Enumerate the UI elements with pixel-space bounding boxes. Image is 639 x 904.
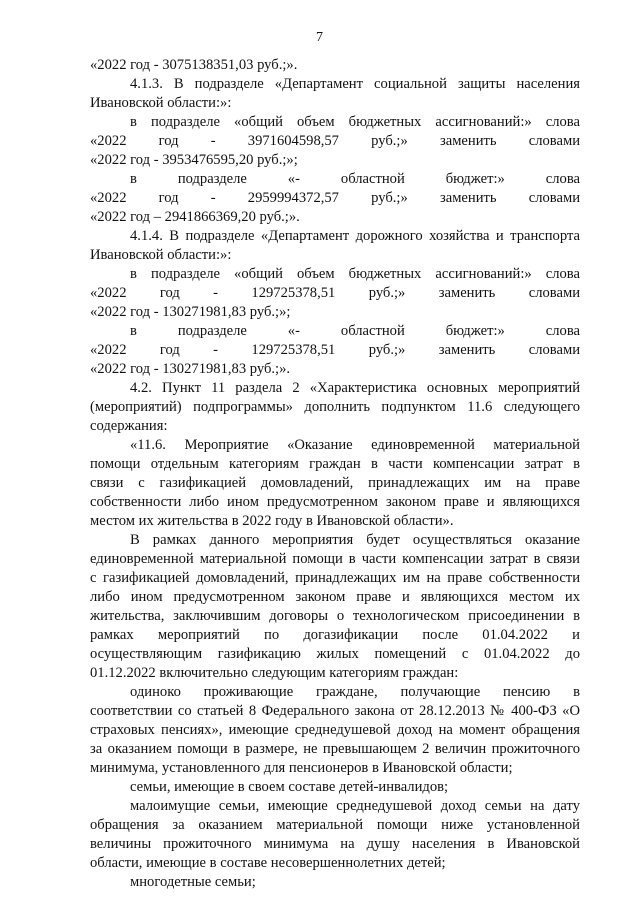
text-line: 4.1.3. В подразделе «Департамент социальной защиты населения [130, 76, 580, 92]
text-line: «2022 год - 3971604598,57 руб.;» заменить словами [90, 133, 580, 149]
text-line: «2022 год - 129725378,51 руб.;» заменить словами [90, 342, 580, 358]
text-line: области, имеющие в составе несовершеннолетних детей; [90, 855, 446, 871]
text-line: 4.1.4. В подразделе «Департамент дорожного хозяйства и транспорта [130, 228, 580, 244]
text-line: в подразделе «- областной бюджет:» слова [130, 171, 580, 187]
document-body [90, 56, 580, 892]
text-line: с газификацией домовладений, принадлежащих им на праве собственности [90, 570, 580, 586]
text-line: за оказанием помощи в размере, не превышающем 2 величин прожиточного [90, 741, 580, 757]
text-line: «2022 год - 130271981,83 руб.;»; [90, 304, 291, 320]
text-line: местом их жительства в 2022 году в Ивановской области». [90, 513, 454, 529]
text-line: жительства, заключившим договоры о технологическом присоединении в [90, 608, 580, 624]
text-line: семьи, имеющие в своем составе детей-инвалидов; [130, 779, 449, 795]
text-line: «2022 год - 3075138351,03 руб.;». [90, 57, 298, 73]
text-line: (мероприятий) подпрограммы» дополнить подпунктом 11.6 следующего [90, 399, 580, 415]
text-line: страховых пенсиях», имеющие среднедушевой доход на момент обращения [90, 722, 580, 738]
text-line: содержания: [90, 418, 168, 434]
text-line: многодетные семьи; [130, 874, 256, 890]
text-line: единовременной материальной помощи в части компенсации затрат в связи [90, 551, 580, 567]
text-line: «2022 год - 129725378,51 руб.;» заменить словами [90, 285, 580, 301]
text-line: Ивановской области:»: [90, 247, 232, 263]
text-line: обращения за оказанием материальной помощи ниже установленной [90, 817, 580, 833]
text-line: одиноко проживающие граждане, получающие пенсию в [130, 684, 580, 700]
text-line: в подразделе «- областной бюджет:» слова [130, 323, 580, 339]
text-line: 01.12.2022 включительно следующим категориям граждан: [90, 665, 459, 681]
page-number: 7 [316, 30, 323, 45]
text-line: минимума, установленного для пенсионеров в Ивановской области; [90, 760, 513, 776]
text-line: В рамках данного мероприятия будет осуществляться оказание [130, 532, 580, 548]
text-line: собственности либо ином предусмотренном законом праве и являющихся [90, 494, 580, 510]
text-line: в подразделе «общий объем бюджетных ассигнований:» слова [130, 114, 580, 130]
text-line: «2022 год - 130271981,83 руб.;». [90, 361, 291, 377]
text-line: либо ином предусмотренном законом праве и являющихся местом их [90, 589, 580, 605]
text-line: «2022 год - 2959994372,57 руб.;» заменить словами [90, 190, 580, 206]
text-line: в подразделе «общий объем бюджетных ассигнований:» слова [130, 266, 580, 282]
text-line: «11.6. Мероприятие «Оказание единовременной материальной [130, 437, 580, 453]
text-line: рамках мероприятий по догазификации после 01.04.2022 и [90, 627, 580, 643]
text-line: малоимущие семьи, имеющие среднедушевой доход семьи на дату [130, 798, 580, 814]
text-line: величины прожиточного минимума на душу населения в Ивановской [90, 836, 580, 852]
text-line: осуществляющим газификацию жилых помещений с 01.04.2022 до [90, 646, 580, 662]
text-line: помощи отдельным категориям граждан в части компенсации затрат в [90, 456, 580, 472]
text-line: связи с газификацией домовладений, принадлежащих им на праве [90, 475, 580, 491]
text-line: 4.2. Пункт 11 раздела 2 «Характеристика основных мероприятий [130, 380, 580, 396]
text-line: «2022 год - 3953476595,20 руб.;»; [90, 152, 298, 168]
text-line: Ивановской области:»: [90, 95, 232, 111]
text-line: «2022 год – 2941866369,20 руб.;». [90, 209, 300, 225]
text-line: соответствии со статьей 8 Федерального закона от 28.12.2013 № 400-ФЗ «О [90, 703, 580, 719]
